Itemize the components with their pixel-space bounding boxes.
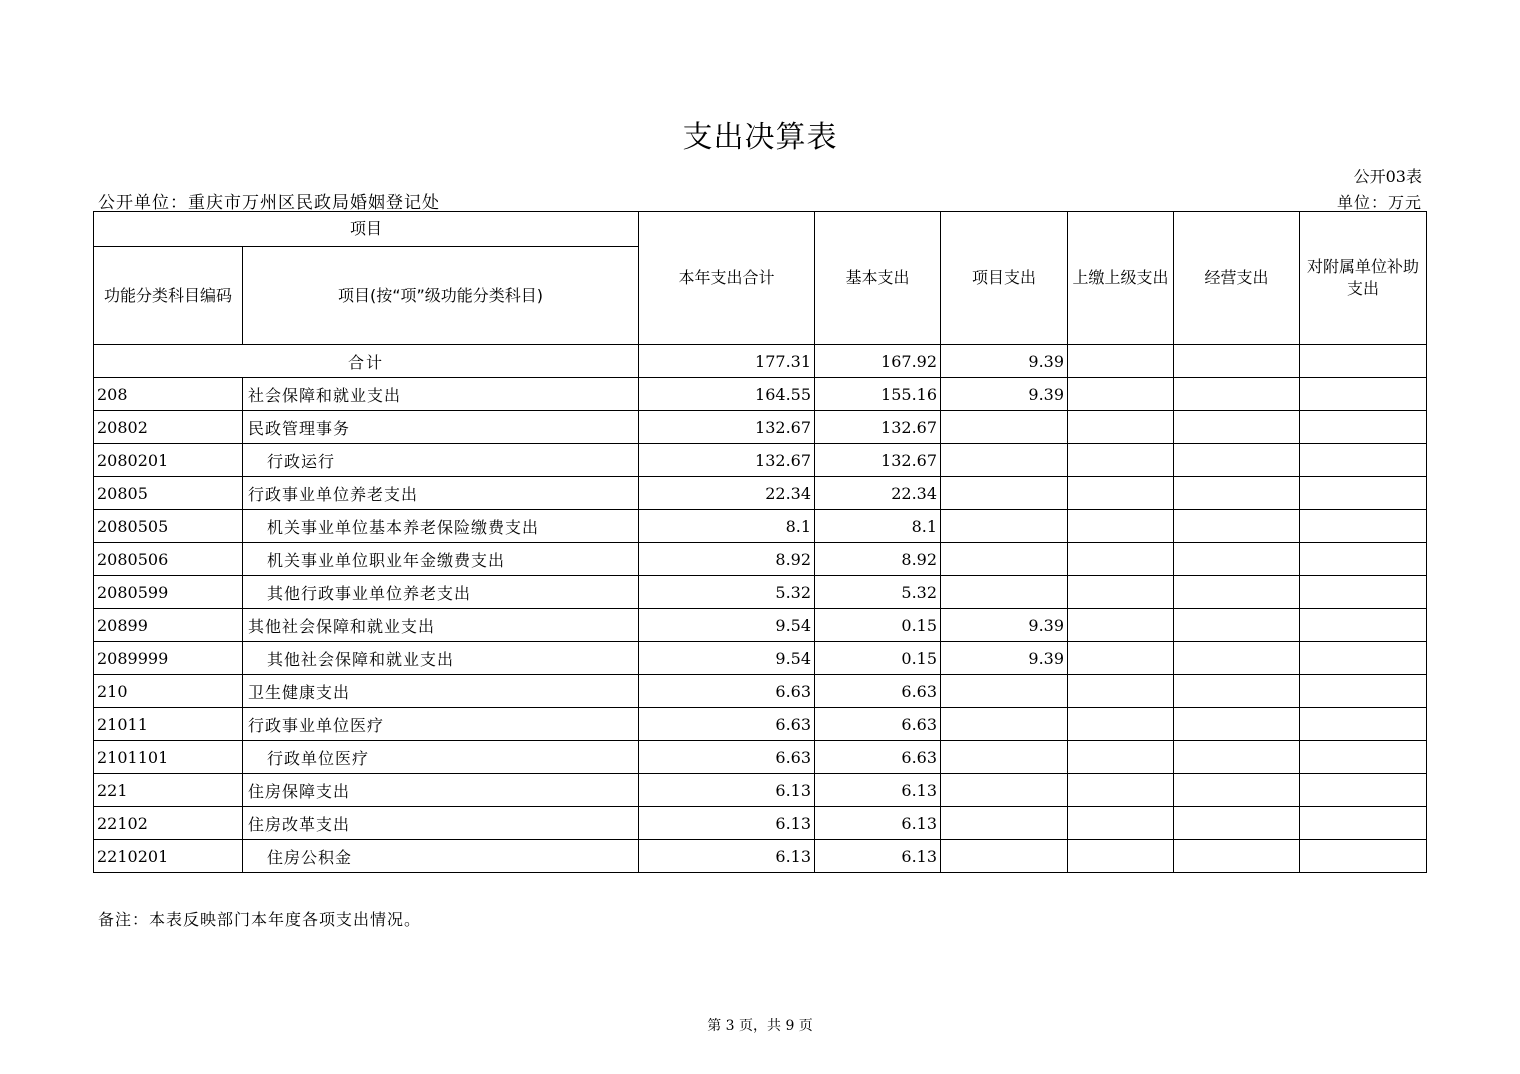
table-row (94, 576, 1427, 609)
row-cell-basic: 5.32 (815, 576, 941, 609)
row-cell-upper (1068, 411, 1174, 444)
row-cell-total: 6.13 (639, 807, 815, 840)
page-title: 支出决算表 (682, 120, 838, 155)
header-basic: 基本支出 (815, 212, 941, 345)
total-cell-project: 9.39 (941, 345, 1068, 378)
row-code: 2080505 (94, 510, 243, 543)
row-cell-project (941, 840, 1068, 873)
row-cell-upper (1068, 774, 1174, 807)
row-code: 2089999 (94, 642, 243, 675)
table-row (94, 741, 1427, 774)
row-cell-upper (1068, 543, 1174, 576)
row-cell-upper (1068, 741, 1174, 774)
row-code: 20899 (94, 609, 243, 642)
row-cell-subsidy (1300, 708, 1427, 741)
row-cell-business (1174, 675, 1300, 708)
row-cell-project (941, 576, 1068, 609)
table-note: 备注：本表反映部门本年度各项支出情况。 (98, 910, 422, 929)
row-cell-upper (1068, 642, 1174, 675)
row-cell-business (1174, 741, 1300, 774)
org-label: 公开单位：重庆市万州区民政局婚姻登记处 (98, 193, 440, 213)
row-cell-total: 6.63 (639, 708, 815, 741)
total-row (94, 345, 1427, 378)
row-name: 社会保障和就业支出 (243, 378, 639, 411)
table-row (94, 477, 1427, 510)
row-code: 22102 (94, 807, 243, 840)
table-row (94, 609, 1427, 642)
row-cell-business (1174, 708, 1300, 741)
row-code: 2080599 (94, 576, 243, 609)
row-cell-upper (1068, 807, 1174, 840)
row-name: 卫生健康支出 (243, 675, 639, 708)
row-name: 机关事业单位职业年金缴费支出 (243, 543, 639, 576)
row-cell-upper (1068, 477, 1174, 510)
row-cell-business (1174, 840, 1300, 873)
row-cell-project (941, 444, 1068, 477)
row-cell-upper (1068, 444, 1174, 477)
unit-label: 单位：万元 (1336, 193, 1422, 212)
table-row (94, 510, 1427, 543)
row-cell-basic: 132.67 (815, 411, 941, 444)
page-footer: 第 3 页，共 9 页 (707, 1018, 813, 1034)
row-cell-total: 132.67 (639, 411, 815, 444)
row-cell-subsidy (1300, 477, 1427, 510)
row-cell-basic: 132.67 (815, 444, 941, 477)
row-cell-project (941, 708, 1068, 741)
row-cell-basic: 6.13 (815, 807, 941, 840)
row-cell-basic: 6.63 (815, 708, 941, 741)
header-project-group: 项目 (94, 212, 639, 247)
row-cell-subsidy (1300, 411, 1427, 444)
row-name: 住房改革支出 (243, 807, 639, 840)
row-cell-basic: 6.63 (815, 675, 941, 708)
total-cell-total: 177.31 (639, 345, 815, 378)
row-cell-subsidy (1300, 642, 1427, 675)
row-code: 2210201 (94, 840, 243, 873)
row-cell-business (1174, 774, 1300, 807)
table-row (94, 708, 1427, 741)
row-cell-upper (1068, 510, 1174, 543)
row-code: 2080506 (94, 543, 243, 576)
row-cell-project (941, 411, 1068, 444)
row-cell-business (1174, 609, 1300, 642)
row-cell-subsidy (1300, 510, 1427, 543)
header-name: 项目(按“项”级功能分类科目) (243, 247, 639, 345)
row-name: 行政事业单位养老支出 (243, 477, 639, 510)
row-cell-total: 6.63 (639, 675, 815, 708)
table-row (94, 642, 1427, 675)
row-code: 221 (94, 774, 243, 807)
total-cell-subsidy (1300, 345, 1427, 378)
row-name: 住房保障支出 (243, 774, 639, 807)
row-cell-basic: 155.16 (815, 378, 941, 411)
row-cell-basic: 0.15 (815, 609, 941, 642)
row-cell-business (1174, 543, 1300, 576)
row-name: 行政单位医疗 (243, 741, 639, 774)
row-cell-basic: 8.92 (815, 543, 941, 576)
row-cell-total: 6.63 (639, 741, 815, 774)
row-cell-basic: 22.34 (815, 477, 941, 510)
row-name: 行政事业单位医疗 (243, 708, 639, 741)
row-cell-total: 6.13 (639, 840, 815, 873)
row-cell-business (1174, 576, 1300, 609)
header-code: 功能分类科目编码 (94, 247, 243, 345)
row-cell-total: 8.92 (639, 543, 815, 576)
row-cell-subsidy (1300, 576, 1427, 609)
row-cell-basic: 0.15 (815, 642, 941, 675)
row-cell-business (1174, 411, 1300, 444)
row-cell-total: 6.13 (639, 774, 815, 807)
row-cell-project: 9.39 (941, 609, 1068, 642)
row-cell-total: 164.55 (639, 378, 815, 411)
row-cell-basic: 6.13 (815, 774, 941, 807)
row-code: 208 (94, 378, 243, 411)
row-name: 其他社会保障和就业支出 (243, 609, 639, 642)
row-cell-business (1174, 444, 1300, 477)
total-cell-upper (1068, 345, 1174, 378)
row-code: 20802 (94, 411, 243, 444)
row-code: 2101101 (94, 741, 243, 774)
row-cell-business (1174, 807, 1300, 840)
row-cell-project (941, 807, 1068, 840)
row-code: 21011 (94, 708, 243, 741)
row-cell-subsidy (1300, 543, 1427, 576)
table-row (94, 840, 1427, 873)
row-cell-business (1174, 642, 1300, 675)
table-row (94, 378, 1427, 411)
header-subsidy: 对附属单位补助支出 (1300, 212, 1427, 345)
row-cell-basic: 6.13 (815, 840, 941, 873)
row-cell-total: 9.54 (639, 609, 815, 642)
row-cell-project (941, 774, 1068, 807)
row-cell-subsidy (1300, 741, 1427, 774)
row-cell-project (941, 543, 1068, 576)
table-row (94, 774, 1427, 807)
row-cell-project (941, 741, 1068, 774)
row-cell-total: 132.67 (639, 444, 815, 477)
row-cell-project (941, 510, 1068, 543)
row-cell-basic: 8.1 (815, 510, 941, 543)
row-cell-subsidy (1300, 378, 1427, 411)
row-code: 2080201 (94, 444, 243, 477)
row-cell-upper (1068, 378, 1174, 411)
row-cell-business (1174, 510, 1300, 543)
row-name: 机关事业单位基本养老保险缴费支出 (243, 510, 639, 543)
row-cell-total: 8.1 (639, 510, 815, 543)
row-cell-upper (1068, 576, 1174, 609)
row-cell-total: 5.32 (639, 576, 815, 609)
row-cell-basic: 6.63 (815, 741, 941, 774)
header-upper: 上缴上级支出 (1068, 212, 1174, 345)
row-name: 其他社会保障和就业支出 (243, 642, 639, 675)
row-cell-subsidy (1300, 675, 1427, 708)
header-business: 经营支出 (1174, 212, 1300, 345)
header-project: 项目支出 (941, 212, 1068, 345)
table-row (94, 444, 1427, 477)
row-name: 民政管理事务 (243, 411, 639, 444)
row-cell-subsidy (1300, 840, 1427, 873)
row-cell-upper (1068, 840, 1174, 873)
row-cell-project: 9.39 (941, 378, 1068, 411)
row-cell-project (941, 675, 1068, 708)
row-cell-project: 9.39 (941, 642, 1068, 675)
row-code: 210 (94, 675, 243, 708)
row-cell-subsidy (1300, 444, 1427, 477)
total-label: 合计 (94, 345, 639, 378)
row-cell-total: 22.34 (639, 477, 815, 510)
row-code: 20805 (94, 477, 243, 510)
header-total: 本年支出合计 (639, 212, 815, 345)
row-cell-upper (1068, 675, 1174, 708)
total-cell-business (1174, 345, 1300, 378)
row-cell-subsidy (1300, 609, 1427, 642)
row-cell-business (1174, 477, 1300, 510)
row-name: 行政运行 (243, 444, 639, 477)
row-name: 其他行政事业单位养老支出 (243, 576, 639, 609)
row-cell-upper (1068, 609, 1174, 642)
table-row (94, 411, 1427, 444)
table-row (94, 543, 1427, 576)
expenditure-table (93, 211, 1427, 873)
row-name: 住房公积金 (243, 840, 639, 873)
table-row (94, 807, 1427, 840)
table-code: 公开03表 (1353, 167, 1422, 186)
row-cell-subsidy (1300, 774, 1427, 807)
row-cell-total: 9.54 (639, 642, 815, 675)
table-row (94, 675, 1427, 708)
row-cell-business (1174, 378, 1300, 411)
total-cell-basic: 167.92 (815, 345, 941, 378)
row-cell-upper (1068, 708, 1174, 741)
row-cell-subsidy (1300, 807, 1427, 840)
row-cell-project (941, 477, 1068, 510)
